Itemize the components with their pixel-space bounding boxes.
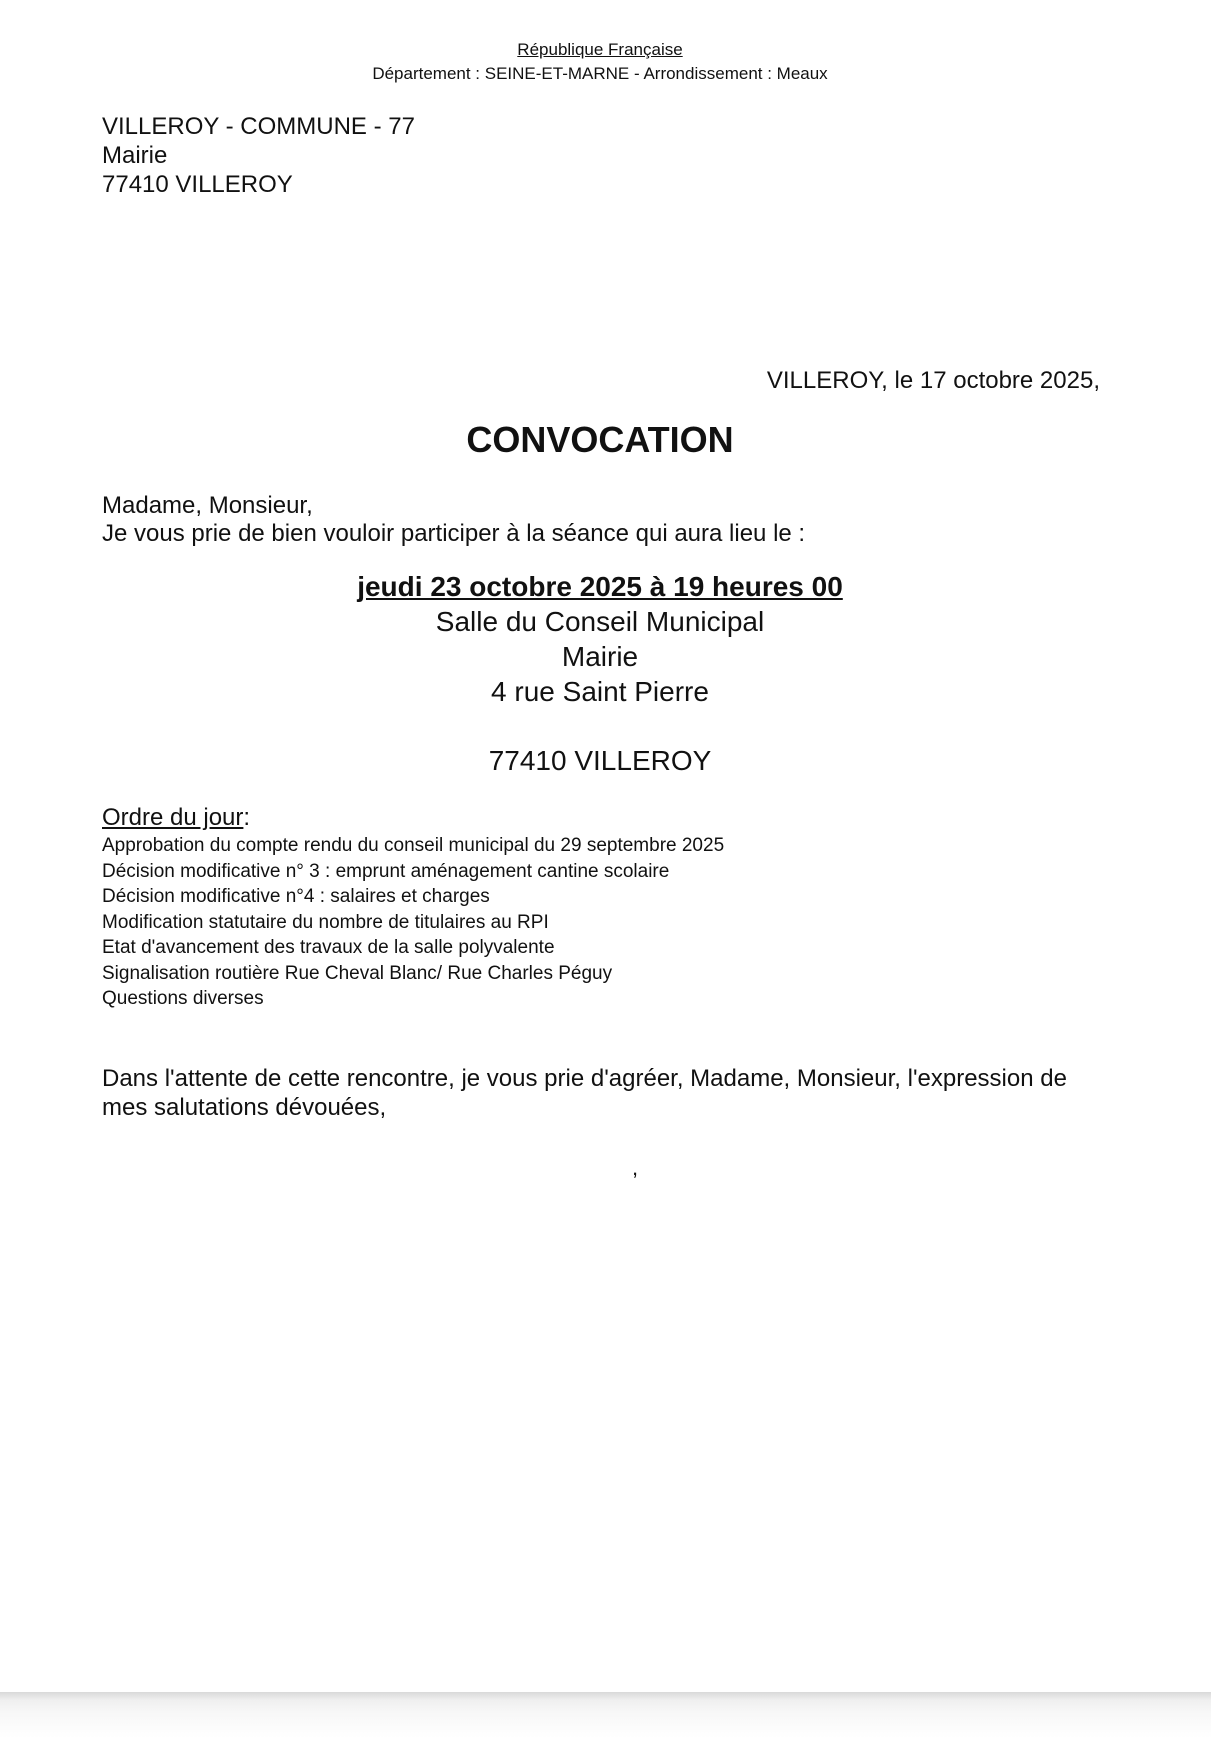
meeting-street: 4 rue Saint Pierre [491, 676, 709, 707]
page-title: CONVOCATION [466, 419, 734, 460]
agenda-item: Décision modificative n°4 : salaires et charges [102, 886, 490, 907]
meeting-room: Salle du Conseil Municipal [435, 606, 765, 637]
agenda-heading [102, 803, 724, 833]
agenda-item: Approbation du compte rendu du conseil municipal du 29 septembre 2025 [102, 835, 725, 856]
agenda-item: Signalisation routière Rue Cheval Blanc/ Rue Charles Péguy [102, 962, 613, 984]
invitation-text: Je vous prie de bien vouloir participer à la séance qui aura lieu le : [102, 520, 806, 547]
sender-address [102, 112, 415, 199]
agenda-item: Décision modificative n° 3 : emprunt aménagement cantine scolaire [102, 860, 670, 882]
agenda-list [102, 833, 724, 1012]
sender-line-mairie: Mairie [102, 142, 168, 169]
agenda-item: Questions diverses [102, 988, 264, 1009]
greeting [102, 492, 805, 548]
signature-mark: , [632, 1155, 639, 1180]
agenda-heading-label: Ordre du jour [102, 804, 244, 831]
meeting-datetime: jeudi 23 octobre 2025 à 19 heures 00 [357, 571, 843, 602]
agenda-item: Modification statutaire du nombre de titulaires au RPI [102, 911, 549, 933]
sender-line-commune: VILLEROY - COMMUNE - 77 [102, 113, 415, 140]
document-header [0, 38, 1200, 86]
page-bottom-edge [0, 1692, 1211, 1738]
meeting-building: Mairie [561, 641, 639, 672]
sender-line-postcode: 77410 VILLEROY [102, 171, 293, 198]
republic-heading: République Française [517, 40, 683, 59]
agenda [102, 803, 724, 1012]
place-and-date: VILLEROY, le 17 octobre 2025, [766, 367, 1100, 394]
closing-formula: Dans l'attente de cette rencontre, je vous prie d'agréer, Madame, Monsieur, l'expression de mes salutations dévouées, [102, 1065, 1067, 1121]
meeting-city: 77410 VILLEROY [488, 745, 712, 776]
salutation: Madame, Monsieur, [102, 492, 313, 519]
meeting-details [0, 569, 1200, 778]
agenda-item: Etat d'avancement des travaux de la salle polyvalente [102, 937, 555, 958]
department-line: Département : SEINE-ET-MARNE - Arrondissement : Meaux [372, 64, 828, 83]
agenda-heading-colon: : [243, 804, 251, 831]
